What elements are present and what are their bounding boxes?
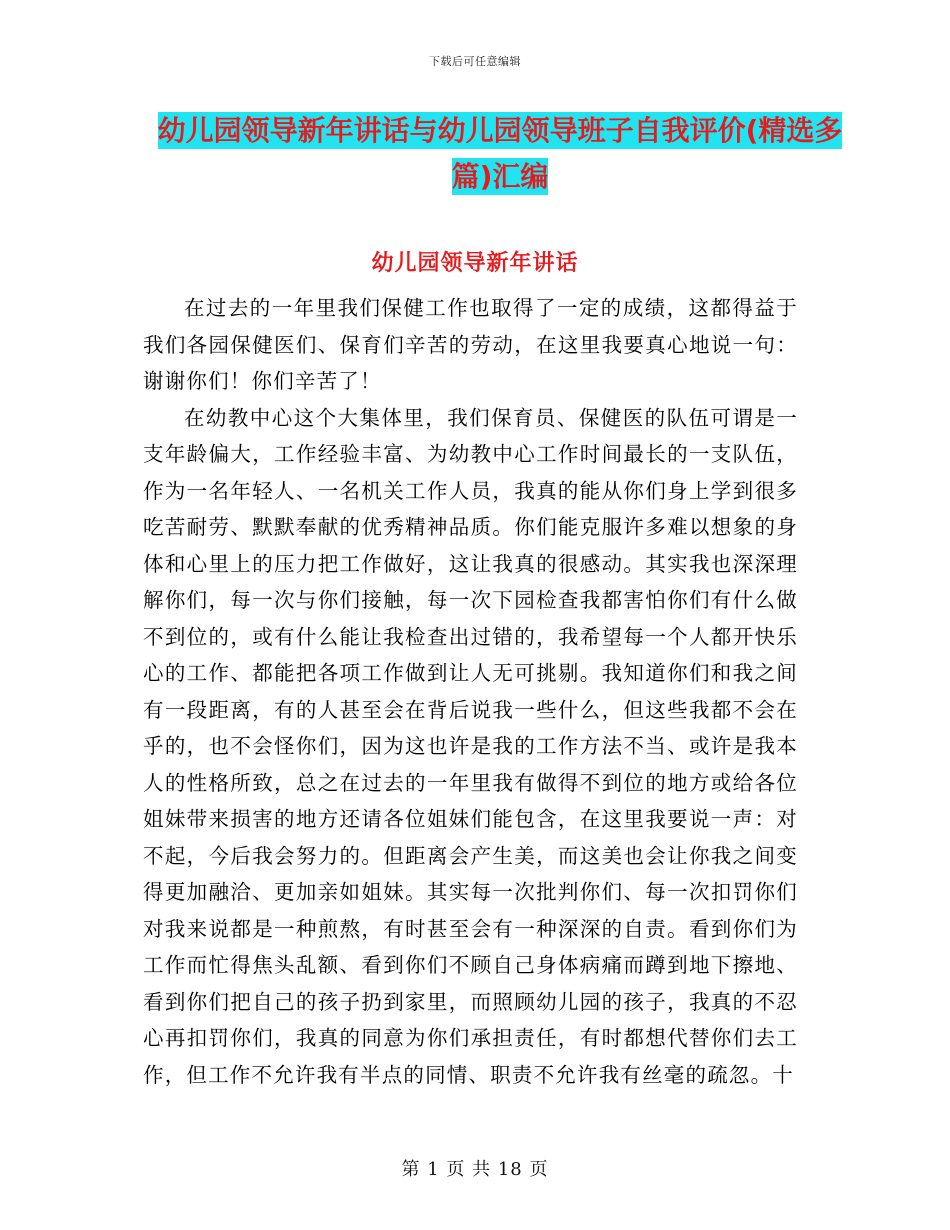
- paragraph: 在过去的一年里我们保健工作也取得了一定的成绩，这都得益于我们各园保健医们、保育们辛苦的劳动，在这里我要真心地说一句：谢谢你们！你们辛苦了！: [143, 296, 798, 393]
- paragraph: 在幼教中心这个大集体里，我们保育员、保健医的队伍可谓是一支年龄偏大，工作经验丰富、为幼教中心工作时间最长的一支队伍，作为一名年轻人、一名机关工作人员，我真的能从你们身上学到很多吃苦耐劳、默默奉献的优秀精神品质。你们能克服许多难以想象的身体和心里上的压力把工作做好，这让我真的很感动。其实我也深深理解你们，每一次与你们接触，每一次下园检查我都害怕你们有什么做不到位的，或有什么能让我检查出过错的，我希望每一个人都开快乐心的工作、都能把各项工作做到让人无可挑剔。我知道你们和我之间有一段距离，有的人甚至会在背后说我一些什么，但这些我都不会在乎的，也不会怪你们，因为这也许是我的工作方法不当、或许是我本人的性格所致，总之在过去的一年里我有做得不到位的地方或给各位姐妹带来损害的地方还请各位姐妹们能包含，在这里我要说一声：对不起，今后我会努力的。但距离会产生美，而这美也会让你我之间变得更加融洽、更加亲如姐妹。其实每一次批判你们、每一次扣罚你们对我来说都是一种煎熬，有时甚至会有一种深深的自责。看到你们为工作而忙得焦头乱额、看到你们不顾自己身体病痛而蹲到地下擦地、看到你们把自己的孩子扔到家里，而照顾幼儿园的孩子，我真的不忍心再扣罚你们，我真的同意为你们承担责任，有时都想代替你们去工作，但工作不允许我有半点的同情、职责不允许我有丝毫的疏忽。十: [143, 405, 798, 1087]
- page-number-footer: 第 1 页 共 18 页: [401, 1159, 549, 1180]
- header-note: 下载后可任意编辑: [429, 55, 521, 68]
- document-title-text: 幼儿园领导新年讲话与幼儿园领导班子自我评价(精选多篇)汇编: [157, 114, 843, 193]
- body-text: [143, 290, 798, 1093]
- document-title: [150, 108, 850, 200]
- section-heading: 幼儿园领导新年讲话: [371, 251, 579, 276]
